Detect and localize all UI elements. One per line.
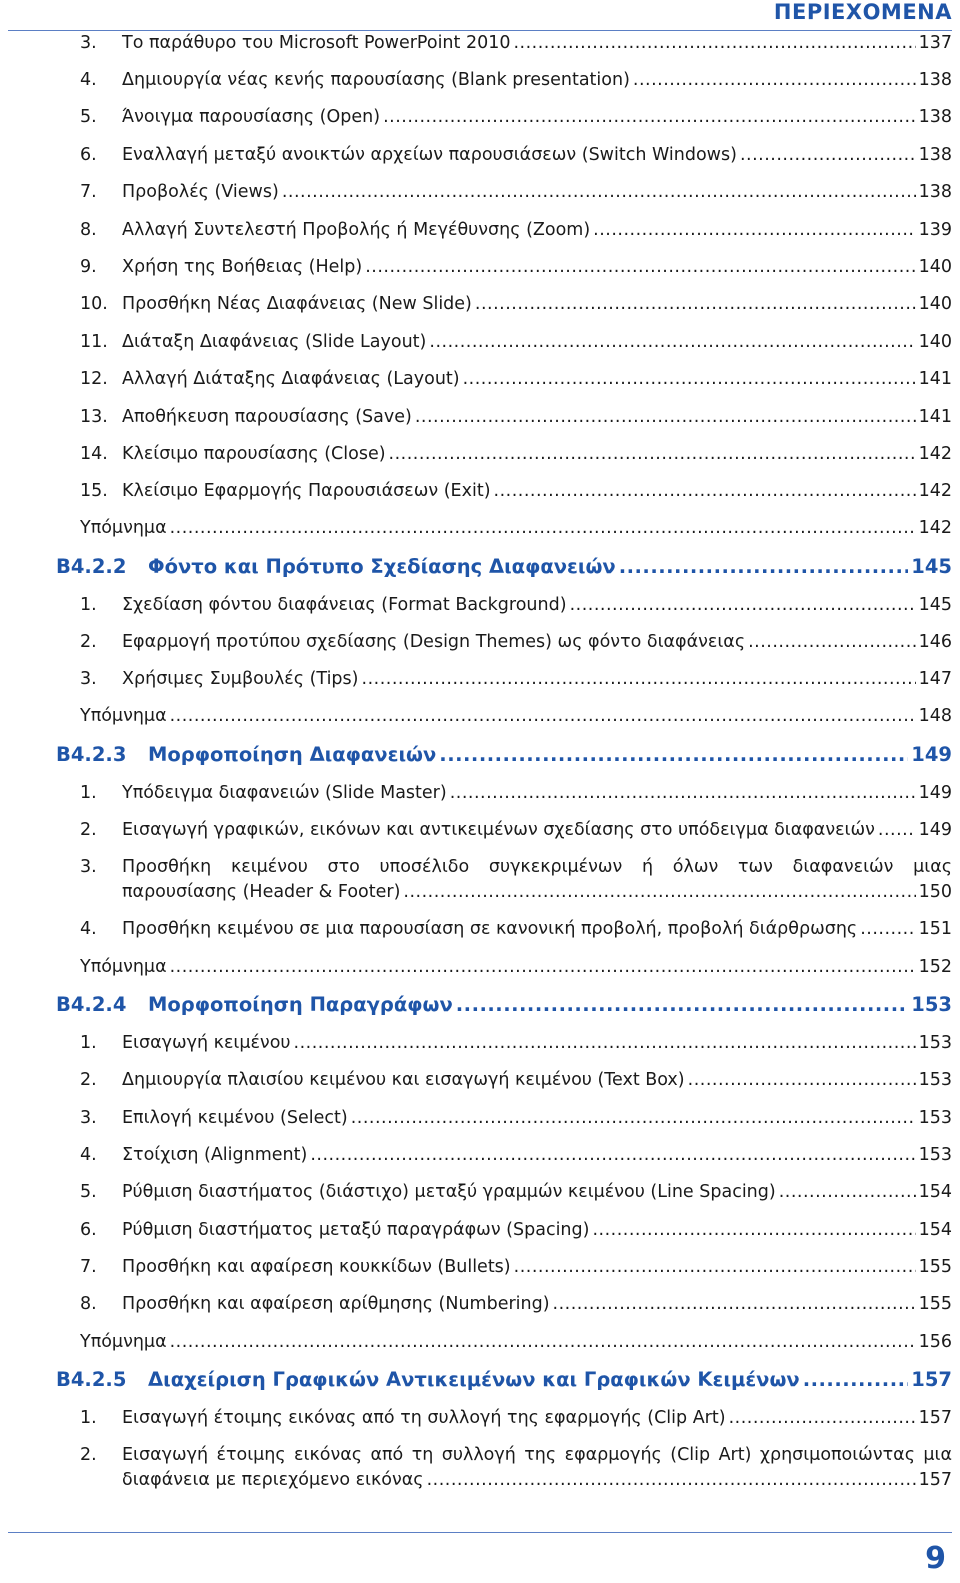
- toc-legend-entry[interactable]: [80, 955, 952, 980]
- toc-entry-number: 2.: [80, 1445, 97, 1465]
- toc-entry-label: Υπόμνημα: [80, 706, 167, 726]
- toc-entry-label: Το παράθυρο του Microsoft PowerPoint 2010: [122, 33, 511, 53]
- toc-entry-page: 147: [918, 669, 952, 689]
- toc-entry-number: 3.: [80, 669, 97, 689]
- dot-leader: [860, 917, 915, 942]
- toc-entry-label: Εφαρμογή προτύπου σχεδίασης (Design Themes) ως φόντο διαφάνειας: [122, 632, 746, 652]
- dot-leader: [878, 818, 916, 843]
- dot-leader: [494, 479, 916, 504]
- toc-entry-number: 11.: [80, 332, 108, 352]
- toc-entry-page: 157: [918, 1470, 952, 1490]
- toc-entry-page: 146: [918, 632, 952, 652]
- toc-entry-label: Επιλογή κειμένου (Select): [122, 1108, 348, 1128]
- toc-entry-number: 2.: [80, 820, 97, 840]
- toc-entry-number: 1.: [80, 1033, 97, 1053]
- toc-entry-multiline[interactable]: [80, 1443, 952, 1493]
- toc-entry-label: Εισαγωγή έτοιμης εικόνας από τη συλλογή της εφαρμογής (Clip Art): [122, 1408, 726, 1428]
- toc-entry-number: 6.: [80, 145, 97, 165]
- section-number: B4.2.3: [56, 743, 127, 766]
- toc-entry-page: 151: [918, 919, 952, 939]
- toc-entry[interactable]: [80, 1031, 952, 1056]
- toc-entry-page: 142: [918, 444, 952, 464]
- section-title: Διαχείριση Γραφικών Αντικειμένων και Γραφικών Κειμένων: [148, 1368, 800, 1391]
- toc-entry-page: 155: [918, 1257, 952, 1277]
- dot-leader: [170, 1330, 916, 1355]
- dot-leader: [593, 218, 915, 243]
- toc-entry[interactable]: [80, 330, 952, 355]
- section-page: 145: [911, 555, 952, 578]
- toc-entry[interactable]: [80, 1255, 952, 1280]
- toc-entry-number: 7.: [80, 182, 97, 202]
- toc-entry[interactable]: [80, 479, 952, 504]
- section-number: B4.2.5: [56, 1368, 127, 1391]
- toc-entry[interactable]: [80, 105, 952, 130]
- dot-leader: [456, 992, 909, 1017]
- toc-entry-number: 4.: [80, 919, 97, 939]
- toc-entry-number: 14.: [80, 444, 108, 464]
- toc-section-heading[interactable]: [56, 1367, 952, 1392]
- toc-entry[interactable]: [80, 31, 952, 56]
- dot-leader: [592, 1218, 915, 1243]
- toc-entry-page: 153: [918, 1033, 952, 1053]
- toc-entry-label-continued: παρουσίασης (Header & Footer): [122, 882, 401, 902]
- toc-entry-page: 150: [918, 882, 952, 902]
- toc-entry-page: 149: [918, 783, 952, 803]
- toc-entry-label: Υπόμνημα: [80, 518, 167, 538]
- section-number: B4.2.4: [56, 993, 127, 1016]
- toc-entry-number: 9.: [80, 257, 97, 277]
- toc-entry-page: 154: [918, 1220, 952, 1240]
- toc-entry-label-continued: διαφάνεια με περιεχόμενο εικόνας: [122, 1470, 424, 1490]
- toc-entry-number: 6.: [80, 1220, 97, 1240]
- toc-entry-page: 153: [918, 1108, 952, 1128]
- toc-entry-number: 15.: [80, 481, 108, 501]
- toc-section-heading[interactable]: [56, 742, 952, 767]
- toc-entry-page: 138: [918, 145, 952, 165]
- toc-entry-page: 153: [918, 1070, 952, 1090]
- toc-entry-label: Προσθήκη κειμένου σε μια παρουσίαση σε κανονική προβολή, προβολή διάρθρωσης: [122, 919, 858, 939]
- toc-entry[interactable]: [80, 218, 952, 243]
- toc-entry-number: 8.: [80, 220, 97, 240]
- toc-entry-number: 4.: [80, 70, 97, 90]
- dot-leader: [429, 330, 915, 355]
- toc-entry[interactable]: [80, 1106, 952, 1131]
- toc-entry-number: 5.: [80, 1182, 97, 1202]
- toc-entry[interactable]: [80, 292, 952, 317]
- dot-leader: [740, 143, 916, 168]
- toc-entry-number: 4.: [80, 1145, 97, 1165]
- toc-entry-label: Δημιουργία πλαισίου κειμένου και εισαγωγή κειμένου (Text Box): [122, 1070, 685, 1090]
- toc-entry-label: Ρύθμιση διαστήματος (διάστιχο) μεταξύ γραμμών κειμένου (Line Spacing): [122, 1182, 776, 1202]
- toc-entry-page: 140: [918, 294, 952, 314]
- toc-entry-page: 154: [918, 1182, 952, 1202]
- toc-entry-page: 138: [918, 70, 952, 90]
- toc-entry[interactable]: [80, 1068, 952, 1093]
- toc-entry-label: Προβολές (Views): [122, 182, 279, 202]
- toc-entry[interactable]: [80, 1218, 952, 1243]
- toc-entry[interactable]: [80, 781, 952, 806]
- section-title: Μορφοποίηση Διαφανειών: [148, 743, 437, 766]
- toc-entry[interactable]: [80, 367, 952, 392]
- toc-entry-multiline[interactable]: [80, 855, 952, 905]
- dot-leader: [383, 105, 916, 130]
- toc-entry[interactable]: [80, 667, 952, 692]
- toc-entry-number: 5.: [80, 107, 97, 127]
- toc-entry-label: Διάταξη Διαφάνειας (Slide Layout): [122, 332, 427, 352]
- toc-entry[interactable]: [80, 68, 952, 93]
- toc-section-heading[interactable]: [56, 992, 952, 1017]
- toc-legend-entry[interactable]: [80, 704, 952, 729]
- dot-leader: [803, 1367, 909, 1392]
- toc-entry[interactable]: [80, 405, 952, 430]
- toc-entry-number: 1.: [80, 783, 97, 803]
- dot-leader: [779, 1180, 916, 1205]
- section-title: Μορφοποίηση Παραγράφων: [148, 993, 453, 1016]
- toc-entry-page: 140: [918, 257, 952, 277]
- toc-entry-label: Προσθήκη και αφαίρεση αρίθμησης (Numbering): [122, 1294, 550, 1314]
- toc-entry-number: 12.: [80, 369, 108, 389]
- section-page: 149: [911, 743, 952, 766]
- toc-entry-page: 140: [918, 332, 952, 352]
- toc-entry-number: 3.: [80, 1108, 97, 1128]
- dot-leader: [439, 742, 908, 767]
- dot-leader: [570, 593, 916, 618]
- toc-entry-page: 145: [918, 595, 952, 615]
- dot-leader: [748, 630, 916, 655]
- dot-leader: [427, 1468, 916, 1493]
- dot-leader: [351, 1106, 916, 1131]
- dot-leader: [513, 31, 915, 56]
- toc-entry-page: 141: [918, 369, 952, 389]
- dot-leader: [633, 68, 916, 93]
- toc-entry-label: Χρήση της Βοήθειας (Help): [122, 257, 363, 277]
- toc-entry-label: Αλλαγή Διάταξης Διαφάνειας (Layout): [122, 369, 460, 389]
- toc-entry-label: Κλείσιμο Εφαρμογής Παρουσιάσεων (Exit): [122, 481, 491, 501]
- toc-entry-label: Υπόδειγμα διαφανειών (Slide Master): [122, 783, 447, 803]
- page-number: 9: [925, 1541, 946, 1576]
- toc-entry-page: 141: [918, 407, 952, 427]
- toc-entry-page: 138: [918, 107, 952, 127]
- toc-entry-label: Κλείσιμο παρουσίασης (Close): [122, 444, 386, 464]
- toc-entry[interactable]: [80, 1143, 952, 1168]
- toc-entry[interactable]: [80, 1292, 952, 1317]
- toc-entry-label: Χρήσιμες Συμβουλές (Tips): [122, 669, 359, 689]
- dot-leader: [170, 516, 916, 541]
- dot-leader: [463, 367, 916, 392]
- toc-entry[interactable]: [80, 255, 952, 280]
- toc-entry-number: 10.: [80, 294, 108, 314]
- toc-entry-label: Προσθήκη και αφαίρεση κουκκίδων (Bullets): [122, 1257, 511, 1277]
- toc-entry-label: Προσθήκη Νέας Διαφάνειας (New Slide): [122, 294, 472, 314]
- toc-entry-page: 157: [918, 1408, 952, 1428]
- toc-entry-label: Υπόμνημα: [80, 957, 167, 977]
- dot-leader: [170, 955, 916, 980]
- toc-entry-label: Στοίχιση (Alignment): [122, 1145, 308, 1165]
- toc-entry[interactable]: [80, 1406, 952, 1431]
- section-title: Φόντο και Πρότυπο Σχεδίασης Διαφανειών: [148, 555, 616, 578]
- section-page: 153: [911, 993, 952, 1016]
- toc-entry-label: Εισαγωγή κειμένου: [122, 1033, 291, 1053]
- toc-entry[interactable]: [80, 630, 952, 655]
- toc-entry-page: 148: [918, 706, 952, 726]
- toc-entry-page: 142: [918, 518, 952, 538]
- dot-leader: [365, 255, 915, 280]
- dot-leader: [282, 180, 916, 205]
- toc-legend-entry[interactable]: [80, 516, 952, 541]
- toc-entry-page: 156: [918, 1332, 952, 1352]
- toc-entry[interactable]: [80, 442, 952, 467]
- toc-entry[interactable]: [80, 818, 952, 843]
- toc-entry[interactable]: [80, 593, 952, 618]
- section-page: 157: [911, 1368, 952, 1391]
- toc-section-heading[interactable]: [56, 554, 952, 579]
- toc-entry-label: Σχεδίαση φόντου διαφάνειας (Format Background): [122, 595, 567, 615]
- dot-leader: [553, 1292, 916, 1317]
- dot-leader: [310, 1143, 915, 1168]
- section-number: B4.2.2: [56, 555, 127, 578]
- dot-leader: [475, 292, 916, 317]
- toc-entry-label: Προσθήκη κειμένου στο υποσέλιδο συγκεκριμένων ή όλων των διαφανειών μιας: [122, 857, 952, 877]
- running-header-title: ΠΕΡΙΕΧΟΜΕΝΑ: [773, 0, 952, 24]
- dot-leader: [403, 880, 915, 905]
- toc-entry[interactable]: [80, 917, 952, 942]
- toc-entry-page: 138: [918, 182, 952, 202]
- toc-entry-page: 153: [918, 1145, 952, 1165]
- toc-entry-label: Άνοιγμα παρουσίασης (Open): [122, 107, 381, 127]
- toc-legend-entry[interactable]: [80, 1330, 952, 1355]
- toc-entry-page: 149: [918, 820, 952, 840]
- toc-entry-page: 155: [918, 1294, 952, 1314]
- dot-leader: [389, 442, 916, 467]
- toc-entry-label: Ρύθμιση διαστήματος μεταξύ παραγράφων (Spacing): [122, 1220, 590, 1240]
- toc-entry-label: Αλλαγή Συντελεστή Προβολής ή Μεγέθυνσης (Zoom): [122, 220, 591, 240]
- toc-entry-label: Αποθήκευση παρουσίασης (Save): [122, 407, 412, 427]
- dot-leader: [362, 667, 916, 692]
- toc-entry-number: 2.: [80, 1070, 97, 1090]
- toc-entry[interactable]: [80, 1180, 952, 1205]
- toc-entry-label: Εναλλαγή μεταξύ ανοικτών αρχείων παρουσιάσεων (Switch Windows): [122, 145, 737, 165]
- toc-entry-number: 13.: [80, 407, 108, 427]
- toc-entry-page: 152: [918, 957, 952, 977]
- toc-entry-page: 142: [918, 481, 952, 501]
- toc-entry-number: 7.: [80, 1257, 97, 1277]
- toc-entry-page: 137: [918, 33, 952, 53]
- toc-entry-number: 1.: [80, 595, 97, 615]
- toc-entry-label: Εισαγωγή έτοιμης εικόνας από τη συλλογή της εφαρμογής (Clip Art) χρησιμοποιώντας μια: [122, 1445, 952, 1465]
- toc-entry-number: 3.: [80, 33, 97, 53]
- dot-leader: [170, 704, 916, 729]
- dot-leader: [688, 1068, 916, 1093]
- toc-entry[interactable]: [80, 143, 952, 168]
- toc-entry-label: Δημιουργία νέας κενής παρουσίασης (Blank presentation): [122, 70, 630, 90]
- toc-entry-page: 139: [918, 220, 952, 240]
- toc-entry-label: Υπόμνημα: [80, 1332, 167, 1352]
- toc-entry-label: Εισαγωγή γραφικών, εικόνων και αντικειμένων σχεδίασης στο υπόδειγμα διαφανειών: [122, 820, 875, 840]
- footer-divider: [8, 1532, 952, 1533]
- dot-leader: [514, 1255, 916, 1280]
- dot-leader: [294, 1031, 916, 1056]
- dot-leader: [450, 781, 916, 806]
- toc-entry-number: 1.: [80, 1408, 97, 1428]
- dot-leader: [415, 405, 916, 430]
- toc-entry[interactable]: [80, 180, 952, 205]
- toc-entry-number: 3.: [80, 857, 97, 877]
- toc-entry-number: 8.: [80, 1294, 97, 1314]
- dot-leader: [619, 554, 909, 579]
- dot-leader: [729, 1406, 916, 1431]
- toc-entry-number: 2.: [80, 632, 97, 652]
